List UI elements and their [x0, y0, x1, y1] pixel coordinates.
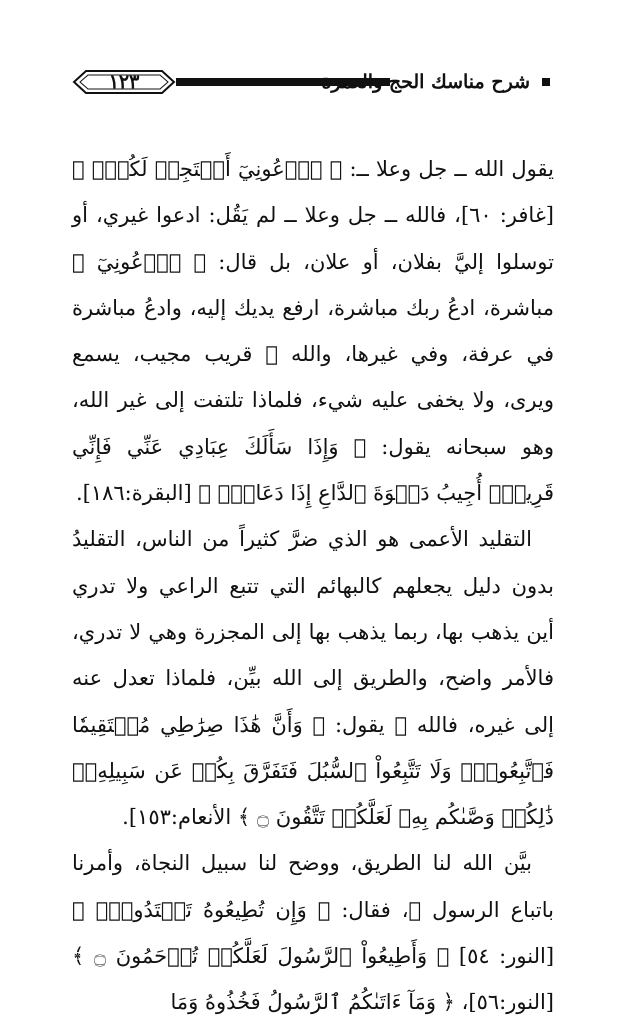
paragraph-3: بيَّن الله لنا الطريق، ووضح لنا سبيل النجاة، وأمرنا باتباع الرسول ﷺ، فقال: ﴿ وَإِن تُطِيعُوهُ تَهۡتَدُواْۚ ﴾ [النور: ٥٤] ﴿ وَأَطِيعُواْ ٱلرَّسُولَ لَعَلَّكُمۡ تُرۡحَمُونَ ۝ ﴾ [النور:٥٦]، ﴿ وَمَآ ءَاتَىٰكُمُ ٱلرَّسُولُ فَخُذُوهُ وَمَا: [72, 851, 555, 1015]
square-ornament-icon: [542, 78, 550, 86]
running-header: [72, 62, 554, 102]
book-title: شرح مناسك الحج والعمرة: [321, 71, 530, 93]
paragraph-1: يقول الله ــ جل وعلا ــ: ﴿ ٱدۡعُونِيٓ أَسۡتَجِبۡ لَكُمۡۚ ﴾ [غافر: ٦٠]، فالله ــ جل وعلا ــ لم يَقُل: ادعوا غيري، أو توسلوا إليَّ بفلان، أو علان، بل قال: ﴿ ٱدۡعُونِيٓ ﴾ مباشرة، ادعُ ربك مباشرة، ارفع يديك إليه، وادعُ مباشرة في عرفة، وفي غيرها، والله ﷻ قريب مجيب، يسمع ويرى، ولا يخفى عليه شيء، فلماذا تلتفت إلى غير الله، وهو سبحانه يقول: ﴿ وَإِذَا سَأَلَكَ عِبَادِي عَنِّي فَإِنِّي قَرِيبٌۖ أُجِيبُ دَعۡوَةَ ٱلدَّاعِ إِذَا دَعَانِۖ ﴾ [البقرة:١٨٦].: [72, 157, 554, 506]
page-number: ١٢٣: [108, 71, 140, 93]
main-text: [72, 146, 554, 1026]
page-number-frame: [72, 68, 176, 96]
paragraph-2: التقليد الأعمى هو الذي ضرَّ كثيراً من الناس، التقليدُ بدون دليل يجعلهم كالبهائم التي تتبع الراعي ولا تدري أين يذهب بها، ربما يذهب بها إلى المجزرة وهي لا تدري، فالأمر واضح، والطريق إلى الله بيِّن، فلماذا تعدل عنه إلى غيره، فالله ﷻ يقول: ﴿ وَأَنَّ هَٰذَا صِرَٰطِي مُسۡتَقِيمٗا فَٱتَّبِعُوهُۖ وَلَا تَتَّبِعُواْ ٱلسُّبُلَ فَتَفَرَّقَ بِكُمۡ عَن سَبِيلِهِۦۚ ذَٰلِكُمۡ وَصَّىٰكُم بِهِۦ لَعَلَّكُمۡ تَتَّقُونَ ۝ ﴾ الأنعام:١٥٣].: [72, 527, 554, 830]
